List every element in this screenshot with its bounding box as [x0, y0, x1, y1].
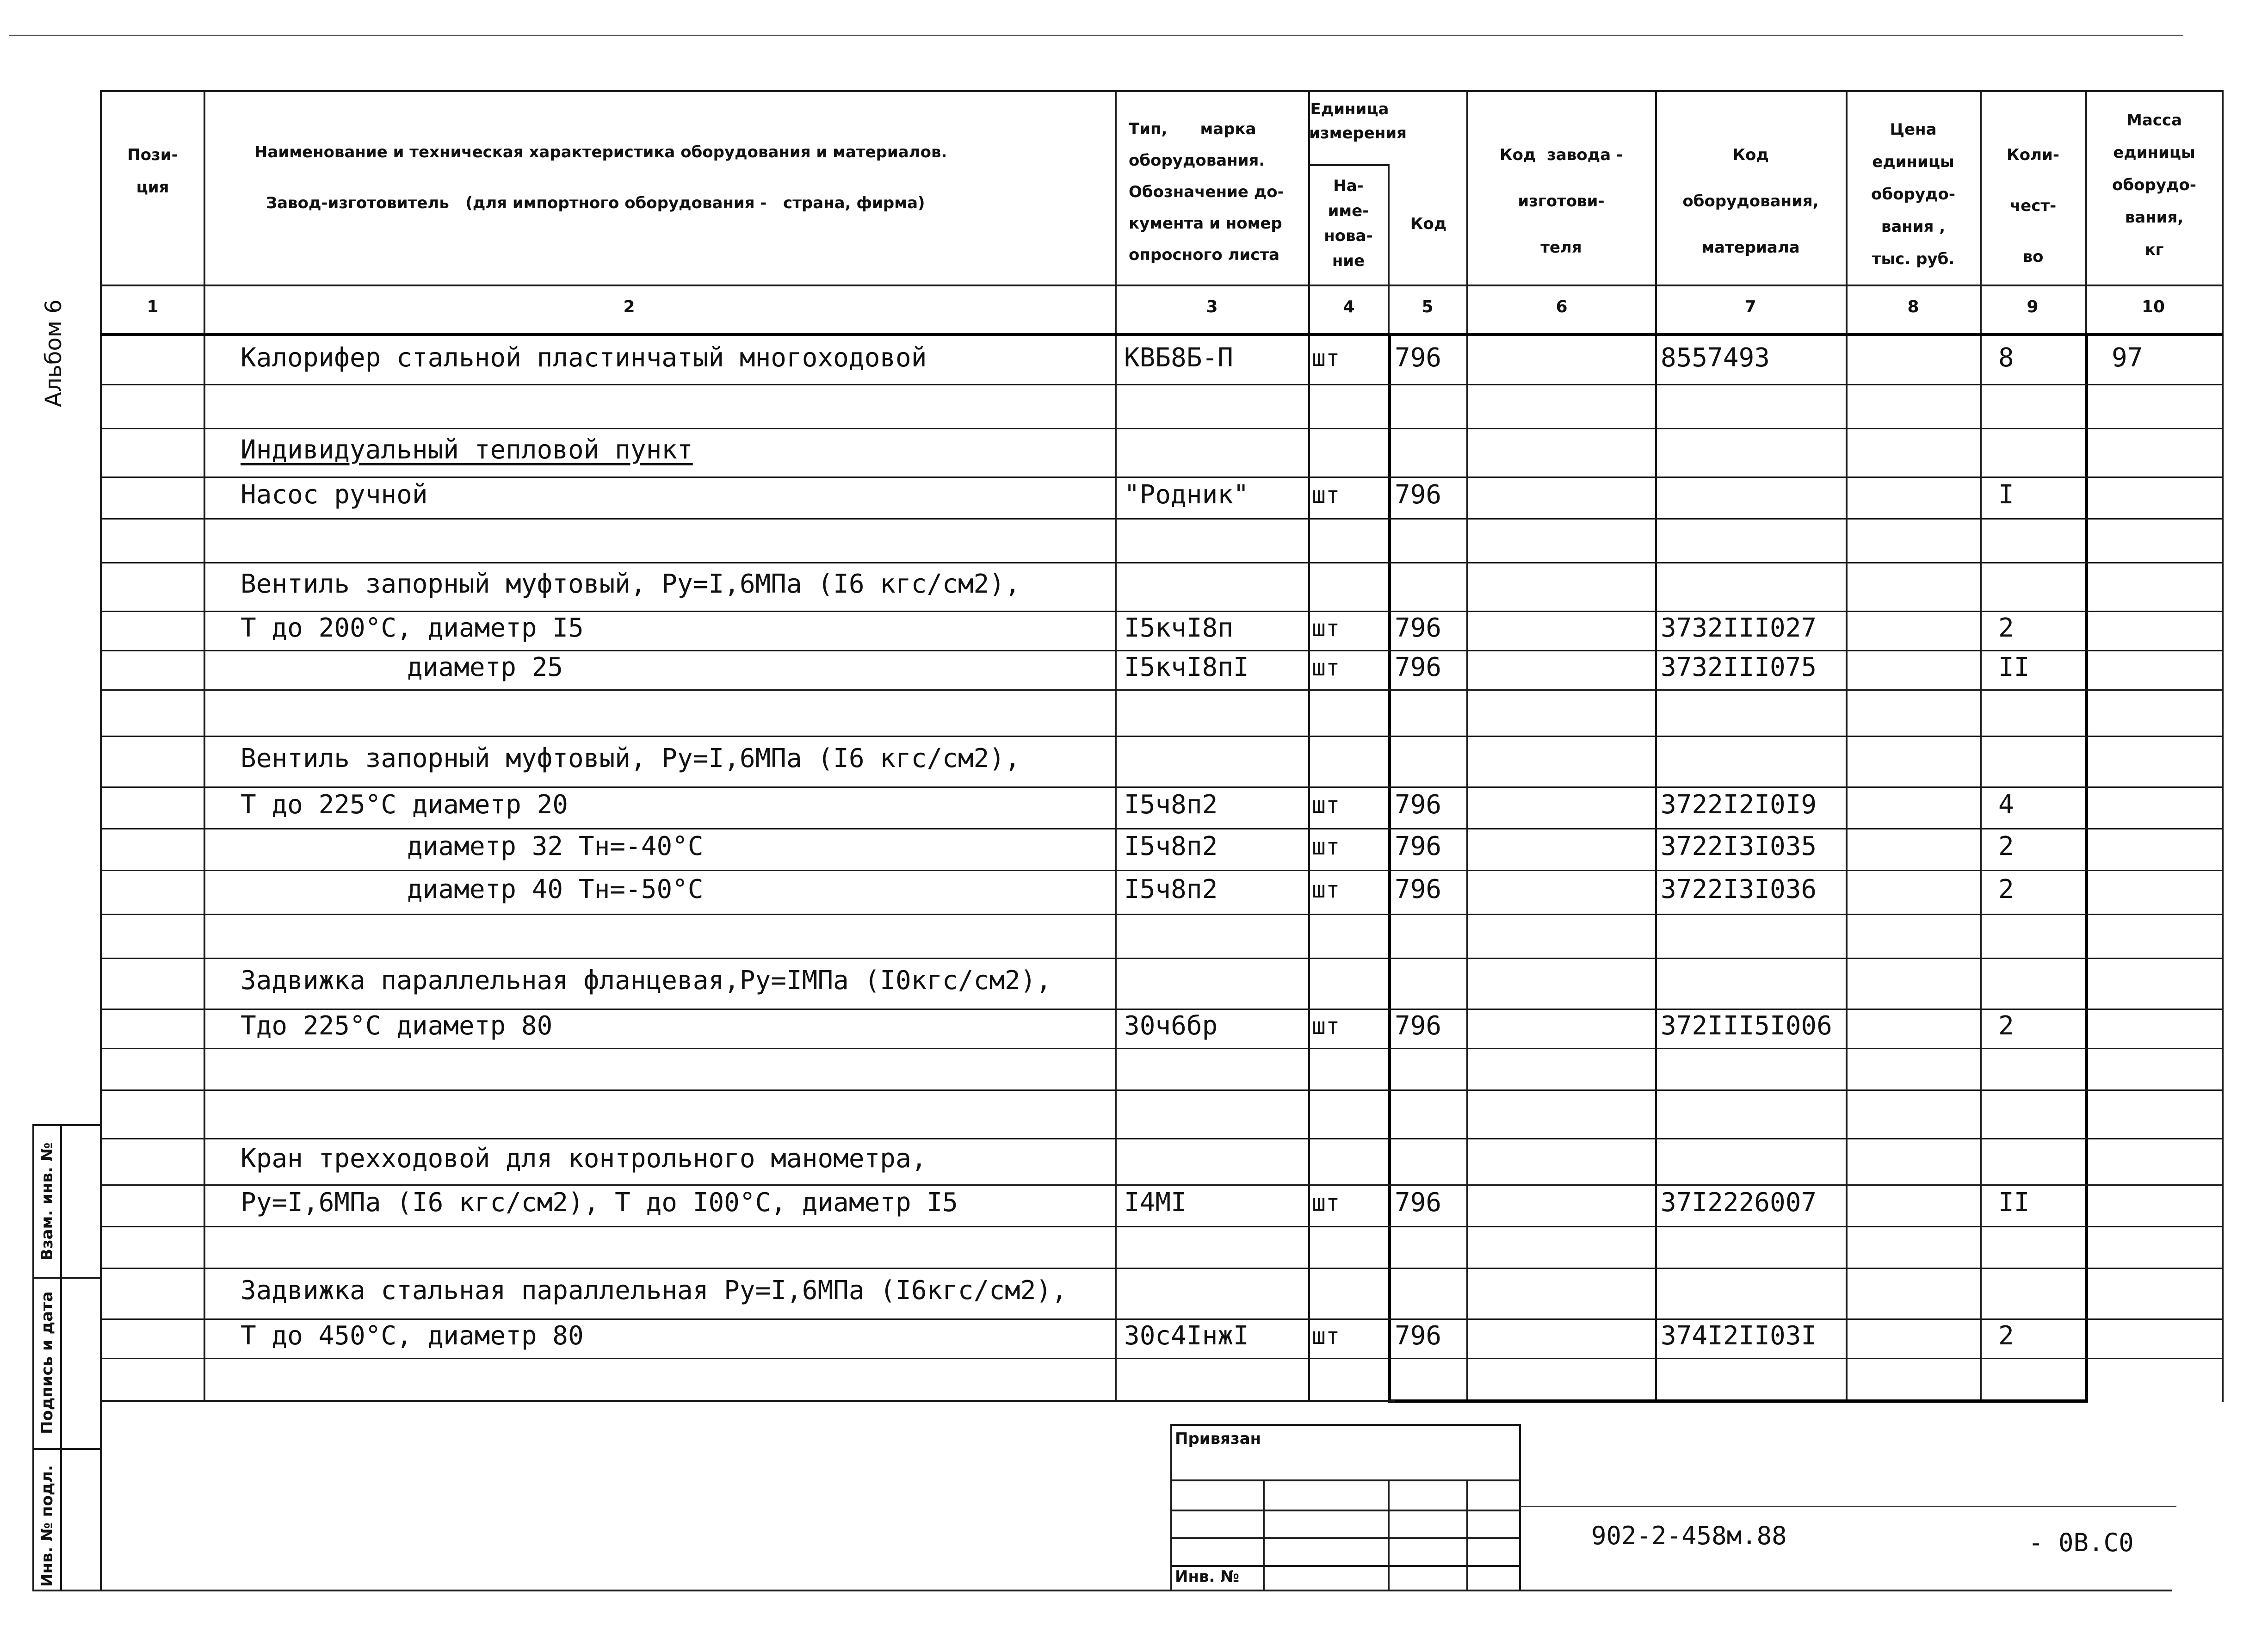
header-unit-code: Код [1410, 215, 1447, 233]
item-name: Вентиль запорный муфтовый, Ру=I,6МПа (I6 кгс/см2), [241, 743, 1020, 774]
column-number: 1 [147, 297, 159, 316]
unit-code: 796 [1395, 1010, 1442, 1041]
row-divider [100, 1184, 2223, 1186]
header-material-code: Код оборудования, материала [1682, 146, 1819, 257]
header-price: Цена единицы оборудо- вания , тыс. руб. [1871, 120, 1955, 268]
row-divider [100, 1138, 2223, 1139]
item-name: Насос ручной [241, 480, 428, 510]
unit-name: шт [1312, 1189, 1340, 1216]
inv-label: Инв. № подл. [38, 1465, 56, 1587]
column-number: 5 [1421, 297, 1434, 316]
column-number: 3 [1206, 297, 1218, 316]
row-divider [100, 518, 2223, 520]
row-divider [100, 477, 2223, 478]
row-divider [100, 428, 2223, 429]
column-number: 10 [2141, 297, 2165, 316]
material-code: 37I2226007 [1661, 1188, 1817, 1218]
item-name: Т до 225°С диаметр 20 [241, 790, 569, 820]
header-unit-group: Единица измерения [1309, 100, 1407, 142]
unit-code: 796 [1395, 652, 1442, 682]
item-type: I5ч8п2 [1124, 790, 1218, 820]
top-rule [9, 35, 2183, 36]
unit-name: шт [1312, 614, 1340, 642]
header-type: Тип, марка оборудования. Обозначение до- кумента и номер опросного листа [1129, 120, 1284, 264]
item-name: Тдо 225°С диаметр 80 [241, 1010, 553, 1041]
material-code: 374I2II03I [1661, 1320, 1817, 1351]
row-divider [100, 562, 2223, 563]
item-name: Задвижка стальная параллельная Ру=I,6МПа (I6кгс/см2), [241, 1275, 1067, 1306]
unit-name: шт [1312, 876, 1340, 903]
unit-name: шт [1312, 345, 1340, 371]
item-name: Ру=I,6МПа (I6 кгс/см2), Т до I00°С, диаметр I5 [241, 1188, 958, 1218]
header-mass: Масса единицы оборудо- вания, кг [2112, 111, 2196, 259]
material-code: 8557493 [1661, 343, 1770, 373]
quantity: 2 [1998, 874, 2014, 904]
quantity: I [1998, 480, 2014, 510]
unit-code: 796 [1395, 480, 1442, 510]
header-name-line1: Наименование и техническая характеристика оборудования и материалов. [254, 143, 947, 161]
quantity: 2 [1998, 613, 2014, 643]
unit-code: 796 [1395, 343, 1442, 373]
material-code: 3722I3I035 [1661, 831, 1817, 861]
item-type: I5ч8п2 [1124, 831, 1218, 861]
row-divider [100, 914, 2223, 915]
item-name: Т до 200°С, диаметр I5 [241, 613, 584, 643]
material-code: 372III5I006 [1661, 1010, 1832, 1041]
item-name: Задвижка параллельная фланцевая,Ру=IМПа (I0кгс/см2), [241, 965, 1052, 996]
item-name: Т до 450°С, диаметр 80 [241, 1320, 584, 1351]
header-quantity: Коли- чест- во [2007, 146, 2059, 266]
item-name [241, 434, 693, 466]
item-type: "Родник" [1124, 480, 1249, 510]
quantity: 8 [1998, 343, 2014, 373]
header-unit-name: На- име- нова- ние [1324, 177, 1373, 270]
item-name: диаметр 25 [407, 652, 563, 682]
unit-code: 796 [1395, 1188, 1442, 1218]
row-divider [100, 1226, 2223, 1227]
unit-code: 796 [1395, 1320, 1442, 1351]
column-number: 4 [1343, 297, 1355, 316]
quantity: 2 [1998, 831, 2014, 861]
item-type: I5кчI8пI [1124, 652, 1249, 682]
quantity: 2 [1998, 1320, 2014, 1351]
header-factory-code: Код завода - изготови- теля [1499, 146, 1623, 257]
unit-code: 796 [1395, 613, 1442, 643]
unit-name: шт [1312, 1322, 1340, 1349]
row-divider [100, 1048, 2223, 1049]
material-code: 3722I3I036 [1661, 874, 1817, 904]
row-divider [100, 958, 2223, 959]
quantity: II [1998, 1188, 2030, 1218]
unit-name: шт [1312, 833, 1340, 860]
album-label: Альбом 6 [41, 299, 67, 407]
doc-code: 902-2-458м.88 [1591, 1521, 1787, 1550]
column-number: 7 [1744, 297, 1756, 316]
item-type: I4МI [1124, 1188, 1187, 1218]
unit-name: шт [1312, 792, 1340, 818]
material-code: 3732III027 [1661, 613, 1817, 643]
material-code: 3732III075 [1661, 652, 1817, 682]
unit-name: шт [1312, 482, 1340, 508]
vzam-label: Взам. инв. № [38, 1142, 56, 1261]
item-name: Кран трехходовой для контрольного манометра, [241, 1144, 927, 1174]
row-divider [100, 1358, 2223, 1359]
item-type: 30с4IнжI [1124, 1320, 1249, 1351]
item-type: I5кчI8п [1124, 613, 1234, 643]
row-divider [100, 1268, 2223, 1269]
row-divider [100, 384, 2223, 385]
row-divider [100, 736, 2223, 737]
column-number: 8 [1907, 297, 1919, 316]
row-divider [100, 786, 2223, 788]
podpis-label: Подпись и дата [38, 1291, 56, 1434]
material-code: 3722I2I0I9 [1661, 790, 1817, 820]
column-number: 9 [2027, 297, 2039, 316]
item-type: КВБ8Б-П [1124, 343, 1234, 373]
stamp-privyazan: Привязан [1175, 1430, 1261, 1448]
header-position: Пози- ция [127, 146, 178, 197]
row-divider [100, 870, 2223, 871]
stamp-inv-no: Инв. № [1175, 1567, 1240, 1586]
row-divider [100, 828, 2223, 829]
unit-name: шт [1312, 654, 1340, 681]
sheet-code: - 0В.С0 [2028, 1528, 2134, 1557]
unit-code: 796 [1395, 790, 1442, 820]
item-type: 30ч6бр [1124, 1010, 1218, 1041]
section-heading: Индивидуальный тепловой пункт [241, 434, 693, 465]
item-name: диаметр 40 Тн=-50°С [407, 874, 704, 904]
quantity: 2 [1998, 1010, 2014, 1041]
unit-code: 796 [1395, 874, 1442, 904]
unit-name: шт [1312, 1012, 1340, 1040]
item-name: Калорифер стальной пластинчатый многоходовой [241, 343, 927, 373]
row-divider [100, 1089, 2223, 1091]
item-name: Вентиль запорный муфтовый, Ру=I,6МПа (I6 кгс/см2), [241, 569, 1020, 599]
quantity: II [1998, 652, 2030, 682]
header-name-line2: Завод-изготовитель (для импортного оборудования - страна, фирма) [266, 194, 925, 212]
column-number: 6 [1556, 297, 1568, 316]
column-number: 2 [623, 297, 635, 316]
item-type: I5ч8п2 [1124, 874, 1218, 904]
unit-mass: 97 [2112, 343, 2143, 373]
row-divider [100, 689, 2223, 691]
stamp-rule [1520, 1506, 2176, 1507]
item-name: диаметр 32 Тн=-40°С [407, 831, 704, 861]
unit-code: 796 [1395, 831, 1442, 861]
quantity: 4 [1998, 790, 2014, 820]
